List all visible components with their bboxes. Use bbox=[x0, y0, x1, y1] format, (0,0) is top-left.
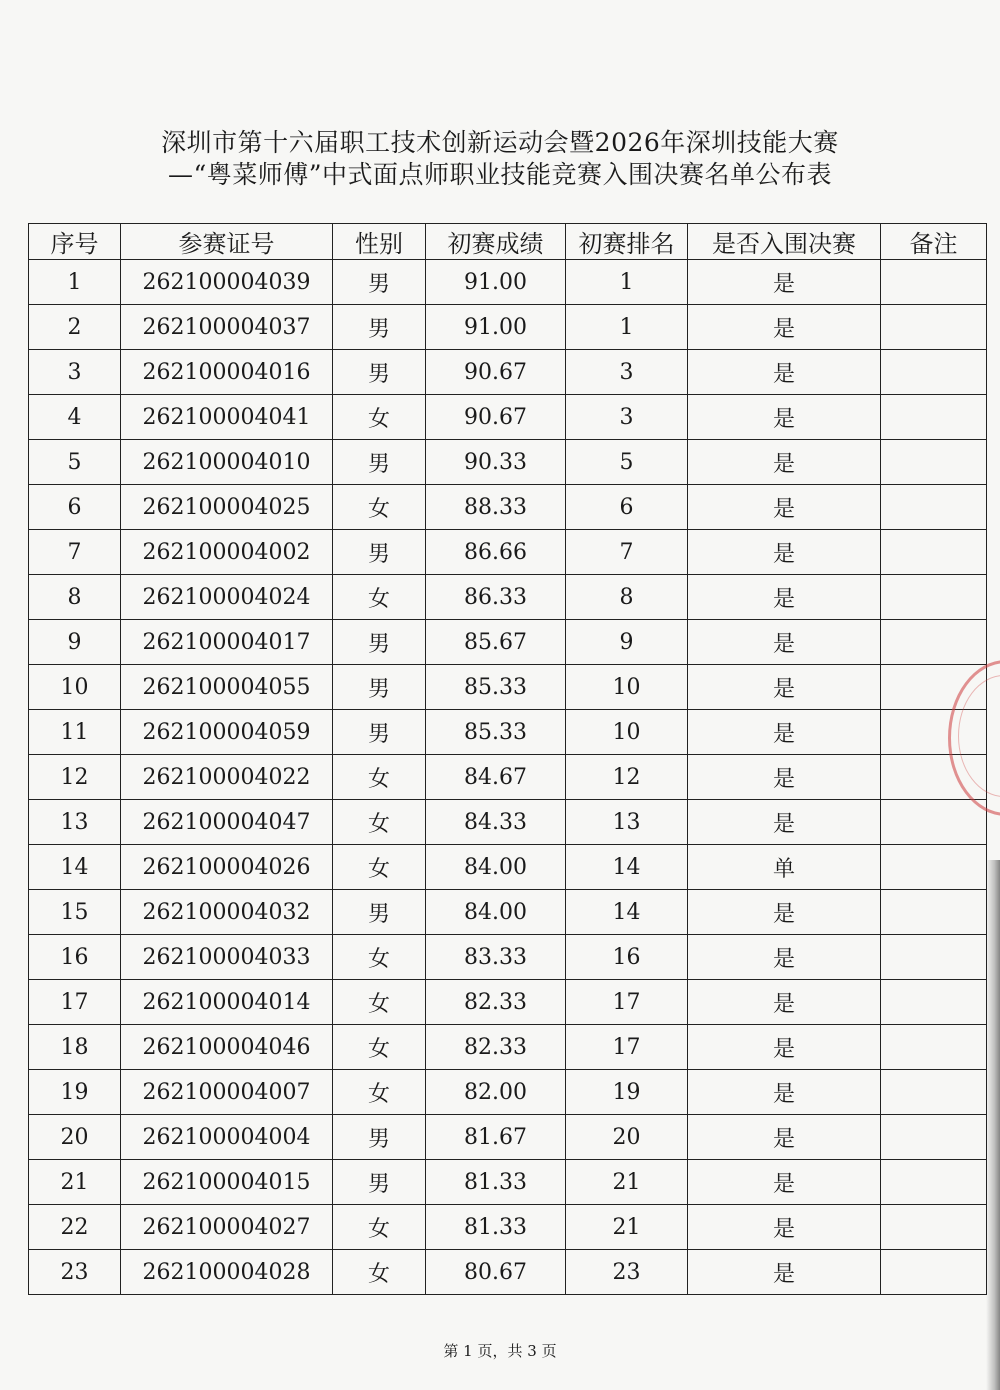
cell-cert-number: 262100004002 bbox=[121, 530, 333, 575]
cell-remark bbox=[881, 800, 987, 845]
cell-prelim-score: 84.00 bbox=[426, 890, 566, 935]
cell-prelim-rank: 7 bbox=[566, 530, 688, 575]
cell-prelim-rank: 3 bbox=[566, 395, 688, 440]
cell-prelim-rank: 1 bbox=[566, 260, 688, 305]
cell-seq: 16 bbox=[29, 935, 121, 980]
cell-cert-number: 262100004033 bbox=[121, 935, 333, 980]
table-row bbox=[29, 800, 987, 845]
cell-finalist: 是 bbox=[688, 665, 881, 710]
cell-gender: 女 bbox=[333, 755, 426, 800]
cell-prelim-score: 90.33 bbox=[426, 440, 566, 485]
cell-finalist: 是 bbox=[688, 1115, 881, 1160]
cell-prelim-rank: 10 bbox=[566, 665, 688, 710]
cell-remark bbox=[881, 890, 987, 935]
cell-seq: 8 bbox=[29, 575, 121, 620]
cell-cert-number: 262100004046 bbox=[121, 1025, 333, 1070]
cell-gender: 女 bbox=[333, 575, 426, 620]
cell-prelim-rank: 16 bbox=[566, 935, 688, 980]
table-row bbox=[29, 665, 987, 710]
cell-seq: 7 bbox=[29, 530, 121, 575]
header-seq: 序号 bbox=[29, 224, 121, 260]
cell-finalist: 是 bbox=[688, 1025, 881, 1070]
cell-prelim-score: 80.67 bbox=[426, 1250, 566, 1295]
cell-seq: 19 bbox=[29, 1070, 121, 1115]
cell-finalist: 是 bbox=[688, 575, 881, 620]
cell-finalist: 是 bbox=[688, 800, 881, 845]
cell-gender: 女 bbox=[333, 980, 426, 1025]
header-cert-number: 参赛证号 bbox=[121, 224, 333, 260]
table-row bbox=[29, 980, 987, 1025]
cell-prelim-score: 86.66 bbox=[426, 530, 566, 575]
cell-seq: 2 bbox=[29, 305, 121, 350]
cell-cert-number: 262100004016 bbox=[121, 350, 333, 395]
table-row bbox=[29, 1025, 987, 1070]
cell-remark bbox=[881, 1025, 987, 1070]
cell-cert-number: 262100004028 bbox=[121, 1250, 333, 1295]
cell-prelim-score: 86.33 bbox=[426, 575, 566, 620]
cell-cert-number: 262100004004 bbox=[121, 1115, 333, 1160]
table-row bbox=[29, 1070, 987, 1115]
table-row bbox=[29, 845, 987, 890]
header-finalist: 是否入围决赛 bbox=[688, 224, 881, 260]
cell-prelim-rank: 5 bbox=[566, 440, 688, 485]
cell-finalist: 是 bbox=[688, 980, 881, 1025]
cell-cert-number: 262100004024 bbox=[121, 575, 333, 620]
cell-prelim-rank: 13 bbox=[566, 800, 688, 845]
cell-prelim-score: 81.67 bbox=[426, 1115, 566, 1160]
table-row bbox=[29, 755, 987, 800]
cell-prelim-score: 81.33 bbox=[426, 1205, 566, 1250]
cell-seq: 17 bbox=[29, 980, 121, 1025]
cell-remark bbox=[881, 980, 987, 1025]
cell-gender: 男 bbox=[333, 890, 426, 935]
cell-prelim-rank: 21 bbox=[566, 1205, 688, 1250]
cell-finalist: 是 bbox=[688, 440, 881, 485]
cell-cert-number: 262100004026 bbox=[121, 845, 333, 890]
cell-prelim-rank: 9 bbox=[566, 620, 688, 665]
cell-prelim-rank: 19 bbox=[566, 1070, 688, 1115]
cell-finalist: 是 bbox=[688, 1250, 881, 1295]
table-row bbox=[29, 485, 987, 530]
table-row bbox=[29, 395, 987, 440]
cell-gender: 男 bbox=[333, 305, 426, 350]
cell-finalist: 是 bbox=[688, 530, 881, 575]
cell-prelim-score: 85.33 bbox=[426, 665, 566, 710]
header-prelim-score: 初赛成绩 bbox=[426, 224, 566, 260]
table-row bbox=[29, 890, 987, 935]
cell-gender: 女 bbox=[333, 845, 426, 890]
cell-prelim-rank: 17 bbox=[566, 1025, 688, 1070]
cell-gender: 男 bbox=[333, 620, 426, 665]
cell-prelim-rank: 17 bbox=[566, 980, 688, 1025]
cell-prelim-score: 90.67 bbox=[426, 350, 566, 395]
cell-prelim-score: 90.67 bbox=[426, 395, 566, 440]
cell-prelim-score: 84.67 bbox=[426, 755, 566, 800]
cell-prelim-score: 83.33 bbox=[426, 935, 566, 980]
cell-prelim-rank: 3 bbox=[566, 350, 688, 395]
table-row bbox=[29, 1160, 987, 1205]
table-row bbox=[29, 710, 987, 755]
cell-gender: 男 bbox=[333, 350, 426, 395]
cell-prelim-rank: 14 bbox=[566, 890, 688, 935]
cell-remark bbox=[881, 440, 987, 485]
header-gender: 性别 bbox=[333, 224, 426, 260]
cell-finalist: 是 bbox=[688, 260, 881, 305]
cell-prelim-rank: 10 bbox=[566, 710, 688, 755]
cell-finalist: 是 bbox=[688, 935, 881, 980]
cell-gender: 男 bbox=[333, 1115, 426, 1160]
cell-gender: 女 bbox=[333, 935, 426, 980]
document-title-line-2: —“粤菜师傅”中式面点师职业技能竞赛入围决赛名单公布表 bbox=[167, 160, 833, 189]
table-row bbox=[29, 935, 987, 980]
cell-finalist: 是 bbox=[688, 890, 881, 935]
cell-prelim-score: 84.00 bbox=[426, 845, 566, 890]
cell-finalist: 是 bbox=[688, 305, 881, 350]
cell-seq: 6 bbox=[29, 485, 121, 530]
page-number: 第 1 页，共 3 页 bbox=[443, 1342, 557, 1360]
cell-seq: 12 bbox=[29, 755, 121, 800]
cell-cert-number: 262100004039 bbox=[121, 260, 333, 305]
cell-seq: 14 bbox=[29, 845, 121, 890]
table-row bbox=[29, 305, 987, 350]
table-header-row bbox=[29, 224, 987, 260]
table-row bbox=[29, 350, 987, 395]
cell-finalist: 单 bbox=[688, 845, 881, 890]
cell-finalist: 是 bbox=[688, 1160, 881, 1205]
cell-prelim-rank: 20 bbox=[566, 1115, 688, 1160]
cell-prelim-score: 82.33 bbox=[426, 980, 566, 1025]
cell-prelim-rank: 1 bbox=[566, 305, 688, 350]
cell-finalist: 是 bbox=[688, 395, 881, 440]
table-row bbox=[29, 1250, 987, 1295]
cell-seq: 22 bbox=[29, 1205, 121, 1250]
cell-prelim-score: 84.33 bbox=[426, 800, 566, 845]
cell-remark bbox=[881, 530, 987, 575]
cell-seq: 21 bbox=[29, 1160, 121, 1205]
table-row bbox=[29, 1115, 987, 1160]
cell-seq: 15 bbox=[29, 890, 121, 935]
cell-prelim-score: 85.67 bbox=[426, 620, 566, 665]
cell-seq: 1 bbox=[29, 260, 121, 305]
cell-cert-number: 262100004037 bbox=[121, 305, 333, 350]
cell-finalist: 是 bbox=[688, 485, 881, 530]
cell-gender: 男 bbox=[333, 665, 426, 710]
cell-remark bbox=[881, 1070, 987, 1115]
cell-finalist: 是 bbox=[688, 350, 881, 395]
cell-cert-number: 262100004055 bbox=[121, 665, 333, 710]
cell-prelim-score: 82.33 bbox=[426, 1025, 566, 1070]
cell-cert-number: 262100004022 bbox=[121, 755, 333, 800]
cell-gender: 女 bbox=[333, 1025, 426, 1070]
cell-gender: 男 bbox=[333, 710, 426, 755]
cell-remark bbox=[881, 575, 987, 620]
cell-seq: 9 bbox=[29, 620, 121, 665]
cell-seq: 5 bbox=[29, 440, 121, 485]
cell-seq: 23 bbox=[29, 1250, 121, 1295]
cell-finalist: 是 bbox=[688, 755, 881, 800]
cell-gender: 女 bbox=[333, 800, 426, 845]
cell-seq: 20 bbox=[29, 1115, 121, 1160]
cell-gender: 男 bbox=[333, 1160, 426, 1205]
cell-gender: 女 bbox=[333, 1070, 426, 1115]
cell-finalist: 是 bbox=[688, 1205, 881, 1250]
table-row bbox=[29, 1205, 987, 1250]
cell-remark bbox=[881, 485, 987, 530]
cell-cert-number: 262100004032 bbox=[121, 890, 333, 935]
cell-gender: 女 bbox=[333, 485, 426, 530]
cell-gender: 女 bbox=[333, 395, 426, 440]
cell-prelim-rank: 6 bbox=[566, 485, 688, 530]
cell-prelim-score: 88.33 bbox=[426, 485, 566, 530]
cell-cert-number: 262100004015 bbox=[121, 1160, 333, 1205]
cell-remark bbox=[881, 845, 987, 890]
cell-cert-number: 262100004047 bbox=[121, 800, 333, 845]
document-title-line-1: 深圳市第十六届职工技术创新运动会暨2026年深圳技能大赛 bbox=[161, 128, 839, 157]
cell-cert-number: 262100004017 bbox=[121, 620, 333, 665]
cell-prelim-rank: 12 bbox=[566, 755, 688, 800]
cell-seq: 4 bbox=[29, 395, 121, 440]
table-row bbox=[29, 575, 987, 620]
cell-remark bbox=[881, 1115, 987, 1160]
cell-cert-number: 262100004010 bbox=[121, 440, 333, 485]
header-remark: 备注 bbox=[881, 224, 987, 260]
table-row bbox=[29, 530, 987, 575]
cell-seq: 11 bbox=[29, 710, 121, 755]
cell-prelim-score: 82.00 bbox=[426, 1070, 566, 1115]
cell-remark bbox=[881, 1250, 987, 1295]
cell-seq: 13 bbox=[29, 800, 121, 845]
cell-seq: 10 bbox=[29, 665, 121, 710]
cell-gender: 男 bbox=[333, 440, 426, 485]
cell-remark bbox=[881, 620, 987, 665]
cell-gender: 男 bbox=[333, 260, 426, 305]
cell-cert-number: 262100004041 bbox=[121, 395, 333, 440]
cell-prelim-score: 91.00 bbox=[426, 305, 566, 350]
cell-remark bbox=[881, 1160, 987, 1205]
cell-remark bbox=[881, 350, 987, 395]
finalist-table bbox=[28, 223, 987, 1295]
cell-gender: 男 bbox=[333, 530, 426, 575]
cell-prelim-score: 81.33 bbox=[426, 1160, 566, 1205]
header-prelim-rank: 初赛排名 bbox=[566, 224, 688, 260]
cell-prelim-rank: 8 bbox=[566, 575, 688, 620]
cell-prelim-score: 91.00 bbox=[426, 260, 566, 305]
cell-prelim-rank: 23 bbox=[566, 1250, 688, 1295]
cell-cert-number: 262100004025 bbox=[121, 485, 333, 530]
table-row bbox=[29, 620, 987, 665]
cell-remark bbox=[881, 305, 987, 350]
cell-gender: 女 bbox=[333, 1250, 426, 1295]
cell-remark bbox=[881, 260, 987, 305]
cell-seq: 3 bbox=[29, 350, 121, 395]
cell-gender: 女 bbox=[333, 1205, 426, 1250]
cell-prelim-rank: 14 bbox=[566, 845, 688, 890]
cell-cert-number: 262100004014 bbox=[121, 980, 333, 1025]
cell-seq: 18 bbox=[29, 1025, 121, 1070]
cell-cert-number: 262100004007 bbox=[121, 1070, 333, 1115]
cell-finalist: 是 bbox=[688, 1070, 881, 1115]
cell-cert-number: 262100004027 bbox=[121, 1205, 333, 1250]
cell-finalist: 是 bbox=[688, 710, 881, 755]
table-row bbox=[29, 440, 987, 485]
cell-remark bbox=[881, 935, 987, 980]
cell-finalist: 是 bbox=[688, 620, 881, 665]
table-row bbox=[29, 260, 987, 305]
cell-cert-number: 262100004059 bbox=[121, 710, 333, 755]
cell-remark bbox=[881, 1205, 987, 1250]
cell-prelim-score: 85.33 bbox=[426, 710, 566, 755]
cell-prelim-rank: 21 bbox=[566, 1160, 688, 1205]
scan-page-edge-shadow bbox=[986, 860, 1000, 1390]
cell-remark bbox=[881, 395, 987, 440]
